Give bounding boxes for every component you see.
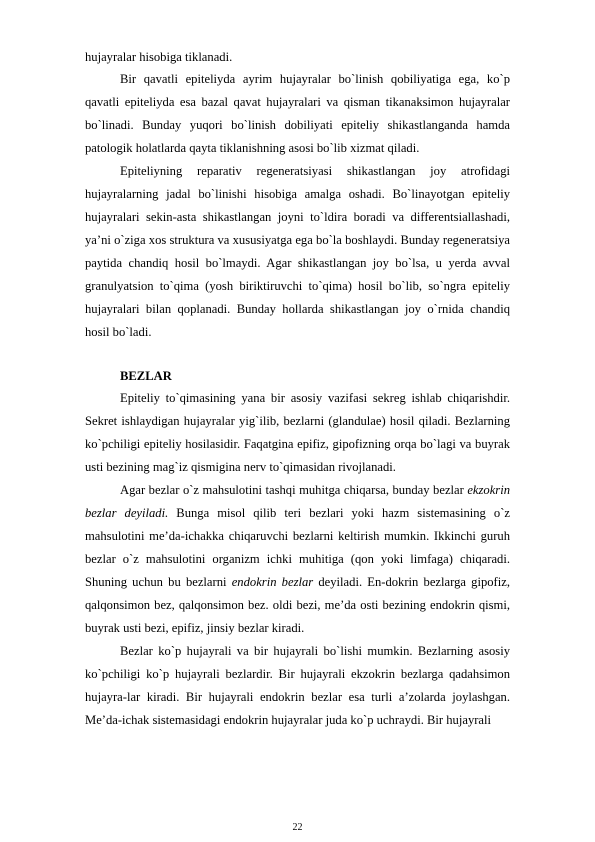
gland-types-text-1: Agar bezlar o`z mahsulotini tashqi muhitga chiqarsa, bunday bezlar xyxy=(120,483,468,497)
gland-types-text-2: Bunga misol qilib teri bezlari yoki hazm sistemasining o`z mahsulotini me’da-ichakka chiqaruvchi bezlarni keltirish mumkin. Ikkinchi guruh bezlar o`z mahsulotini organizm ichki muhitiga (qon yoki limfaga) chiqaradi. Shuning uchun bu bezlarni xyxy=(85,506,510,589)
paragraph-cellular-glands: Bezlar ko`p hujayrali va bir hujayrali bo`lishi mumkin. Bezlarning asosiy ko`pchiligi ko`p hujayrali bezlardir. Bir hujayrali ekzokrin bezlarga qadahsimon hujayra-lar kiradi. Bir hujayrali endokrin bezlar esa turli a’zolarda joylashgan. Me’da-ichak sistemasidagi endokrin hujayralar juda ko`p uchraydi. Bir hujayrali xyxy=(85,644,510,727)
paragraph-reparative-regeneration: Epiteliyning reparativ regeneratsiyasi shikastlangan joy atrofidagi hujayralarning jadal bo`linishi hisobiga amalga oshadi. Bo`linayotgan epiteliy hujayralari sekin-asta shikastlangan joyni to`ldira boradi va differentsiallashadi, ya’ni o`ziga xos struktura va xususiyatga ega bo`la boshlaydi. Bunday regeneratsiya paytida chandiq hosil bo`lmaydi. Agar shikastlangan joy bo`lsa, u yerda avval granulyatsion to`qima (yosh biriktiruvchi to`qima) hosil bo`lib, so`ngra epiteliy hujayralari bilan qoplanadi. Bunday hollarda shikastlangan joy o`rnida chandiq hosil bo`ladi. xyxy=(85,164,510,339)
document-page xyxy=(85,46,510,732)
gland-types-text-3: deyiladi. En-dokrin bezlarga gipofiz, qalqonsimon bez, qalqonsimon bez. oldi bezi, me’da osti bezining endokrin qismi, buyrak usti bezi, epifiz, jinsiy bezlar kiradi. xyxy=(85,575,510,635)
section-heading-bezlar: BEZLAR xyxy=(120,369,172,383)
term-exocrine: ekzokrin bezlar deyiladi. xyxy=(85,483,510,520)
term-endocrine: endokrin bezlar xyxy=(231,575,314,589)
paragraph-epithelium-division: Bir qavatli epiteliyda ayrim hujayralar bo`linish qobiliyatiga ega, ko`p qavatli epiteliyda esa bazal qavat hujayralari va qisman tikanaksimon hujayralar bo`linadi. Bunday yuqori bo`linish dobiliyati epiteliy shikastlanganda hamda patologik holatlarda qayta tiklanishning asosi bo`lib xizmat qiladi. xyxy=(85,72,510,155)
paragraph-glands-intro: Epiteliy to`qimasining yana bir asosiy vazifasi sekreg ishlab chiqarishdir. Sekret ishlaydigan hujayralar yig`ilib, bezlarni (glandulae) hosil qiladi. Bezlarning ko`pchiligi epiteliy hosilasidir. Faqatgina epifiz, gipofizning orqa bo`lagi va buyrak usti bezining mag`iz qismigina nerv to`qimasidan rivojlanadi. xyxy=(85,391,510,474)
page-number: 22 xyxy=(292,822,303,833)
paragraph-gland-types xyxy=(85,479,510,640)
continuation-line: hujayralar hisobiga tiklanadi. xyxy=(85,50,233,64)
